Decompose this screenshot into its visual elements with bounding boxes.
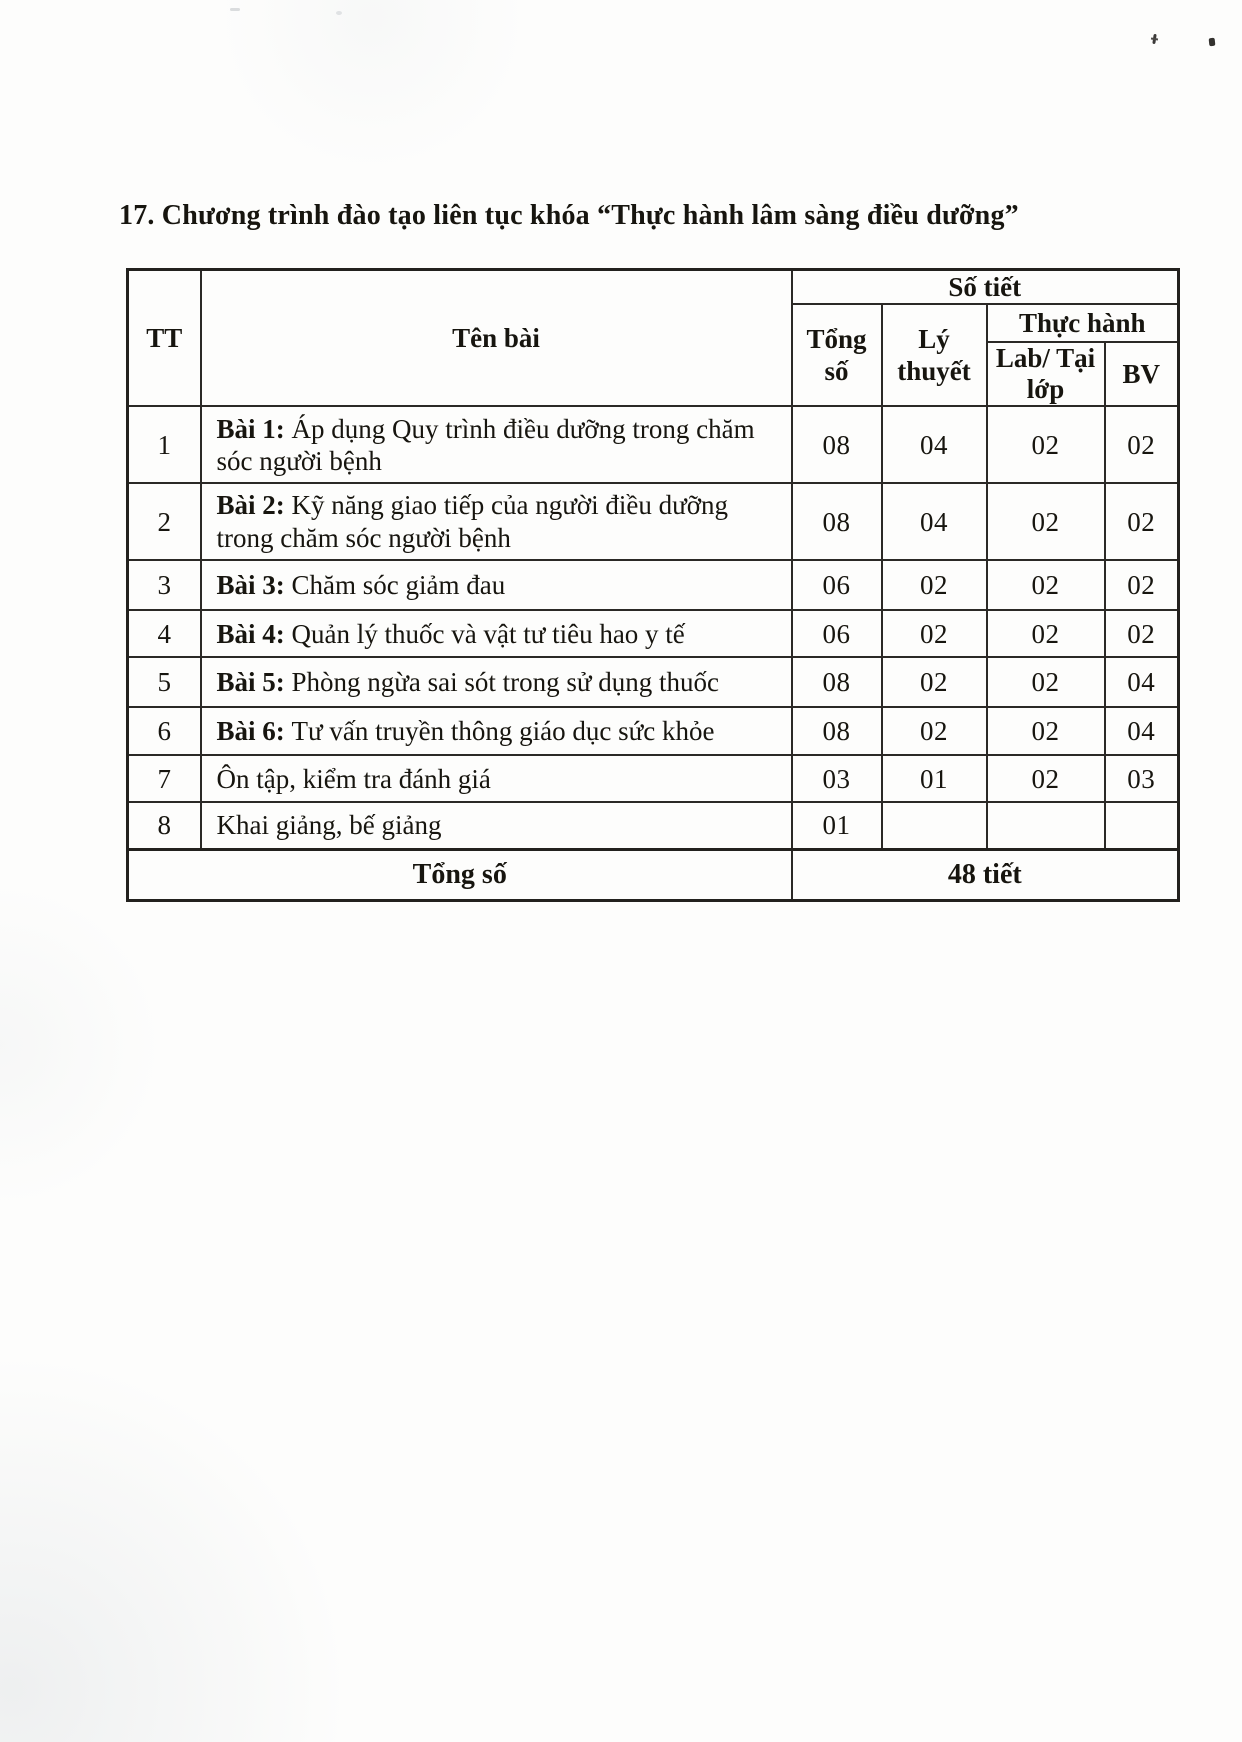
lesson-name	[201, 707, 792, 755]
lesson-name	[201, 483, 792, 560]
bv-hours: 02	[1105, 483, 1179, 560]
row-index: 2	[128, 483, 201, 560]
grand-total-value: 48 tiết	[792, 849, 1179, 900]
col-header-bv: BV	[1105, 342, 1179, 406]
col-header-so-tiet: Số tiết	[792, 270, 1179, 305]
col-header-thuc-hanh: Thực hành	[987, 304, 1179, 342]
lesson-title: Chăm sóc giảm đau	[291, 570, 506, 601]
lab-hours: 02	[987, 483, 1105, 560]
lesson-prefix: Bài 5:	[216, 667, 292, 698]
table-row	[128, 657, 1179, 707]
table-row	[128, 707, 1179, 755]
table-row	[128, 755, 1179, 802]
grand-total-label: Tổng số	[128, 849, 792, 900]
lesson-name	[201, 755, 792, 802]
table-row	[128, 483, 1179, 560]
lab-hours: 02	[987, 657, 1105, 707]
bv-hours: 02	[1105, 610, 1179, 657]
row-index: 7	[128, 755, 201, 802]
col-header-lab-tai-lop: Lab/ Tại lớp	[987, 342, 1105, 406]
lab-hours: 02	[987, 755, 1105, 802]
total-hours: 06	[792, 560, 882, 610]
lesson-prefix: Bài 6:	[216, 716, 292, 747]
lesson-prefix: Bài 3:	[216, 570, 292, 601]
total-hours: 08	[792, 483, 882, 560]
col-header-ly-thuyet: Lý thuyết	[882, 304, 987, 406]
table-row	[128, 406, 1179, 483]
lesson-prefix: Bài 2:	[216, 490, 292, 521]
lab-hours: 02	[987, 610, 1105, 657]
total-hours: 06	[792, 610, 882, 657]
lesson-title: Quản lý thuốc và vật tư tiêu hao y tế	[291, 618, 685, 649]
lesson-prefix: Bài 1:	[216, 413, 292, 444]
lesson-name	[201, 406, 792, 483]
lesson-name	[201, 657, 792, 707]
total-hours: 08	[792, 657, 882, 707]
theory-hours: 01	[882, 755, 987, 802]
row-index: 3	[128, 560, 201, 610]
theory-hours	[882, 802, 987, 849]
total-hours: 01	[792, 802, 882, 849]
lesson-title: Áp dụng Quy trình điều dưỡng trong chăm sóc người bệnh	[216, 413, 755, 476]
lesson-title: Kỹ năng giao tiếp của người điều dưỡng trong chăm sóc người bệnh	[216, 490, 728, 553]
table-row	[128, 610, 1179, 657]
scan-speck	[1209, 38, 1216, 47]
row-index: 1	[128, 406, 201, 483]
bv-hours	[1105, 802, 1179, 849]
total-hours: 08	[792, 406, 882, 483]
lab-hours: 02	[987, 406, 1105, 483]
lab-hours: 02	[987, 560, 1105, 610]
theory-hours: 04	[882, 406, 987, 483]
table-footer-row	[128, 849, 1179, 900]
col-header-tong-so: Tổng số	[792, 304, 882, 406]
lab-hours: 02	[987, 707, 1105, 755]
lesson-title: Tư vấn truyền thông giáo dục sức khỏe	[291, 716, 715, 747]
lesson-title: Phòng ngừa sai sót trong sử dụng thuốc	[291, 667, 720, 698]
scan-speck	[230, 8, 240, 11]
bv-hours: 04	[1105, 707, 1179, 755]
bv-hours: 02	[1105, 560, 1179, 610]
row-index: 5	[128, 657, 201, 707]
col-header-ten-bai: Tên bài	[201, 270, 792, 407]
lab-hours	[987, 802, 1105, 849]
lesson-name	[201, 560, 792, 610]
lesson-name	[201, 802, 792, 849]
total-hours: 08	[792, 707, 882, 755]
theory-hours: 04	[882, 483, 987, 560]
bv-hours: 02	[1105, 406, 1179, 483]
page-title: 17. Chương trình đào tạo liên tục khóa “Thực hành lâm sàng điều dưỡng”	[119, 200, 1019, 231]
theory-hours: 02	[882, 657, 987, 707]
scan-speck	[1152, 34, 1156, 44]
lesson-title: Khai giảng, bế giảng	[216, 810, 442, 841]
lesson-prefix: Bài 4:	[216, 618, 292, 649]
theory-hours: 02	[882, 560, 987, 610]
row-index: 4	[128, 610, 201, 657]
lesson-title: Ôn tập, kiểm tra đánh giá	[216, 763, 491, 794]
header-row-so-tiet	[128, 270, 1179, 305]
table-row	[128, 560, 1179, 610]
total-hours: 03	[792, 755, 882, 802]
row-index: 8	[128, 802, 201, 849]
bv-hours: 04	[1105, 657, 1179, 707]
col-header-tt: TT	[128, 270, 201, 407]
theory-hours: 02	[882, 610, 987, 657]
theory-hours: 02	[882, 707, 987, 755]
table-row	[128, 802, 1179, 849]
row-index: 6	[128, 707, 201, 755]
bv-hours: 03	[1105, 755, 1179, 802]
training-program-table	[126, 268, 1180, 902]
scan-speck	[336, 11, 342, 15]
lesson-name	[201, 610, 792, 657]
